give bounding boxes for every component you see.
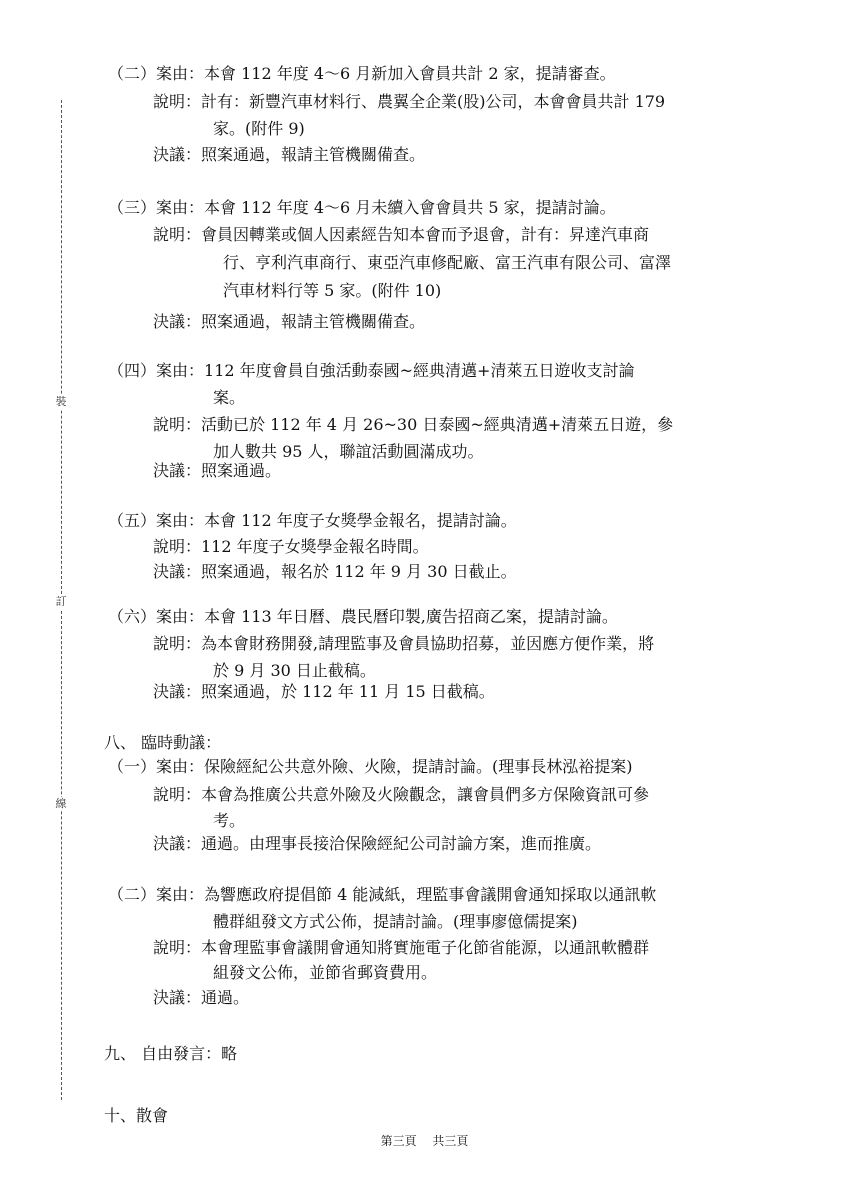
motion-desc-line: 說明：為本會財務開發,請理監事及會員協助招募，並因應方便作業，將: [153, 634, 655, 653]
motion-reason-line: （二）案由：本會 112 年度 4～6 月新加入會員共計 2 家，提請審查。: [108, 64, 616, 83]
motion-reason-line: 案。: [213, 388, 246, 407]
motion-reason-line: （六）案由：本會 113 年日曆、農民曆印製,廣告招商乙案，提請討論。: [108, 607, 618, 626]
motion-reason-line: （四）案由：112 年度會員自強活動泰國~經典清邁+清萊五日遊收支討論: [108, 361, 635, 380]
motion-desc-line: 說明：本會理監事會議開會通知將實施電子化節省能源，以通訊軟體群: [153, 938, 650, 957]
binding-mark: 線: [55, 797, 67, 810]
page-footer: [0, 1133, 849, 1149]
motion-desc-line: 考。: [213, 811, 246, 830]
motion-desc-line: 說明：112 年度子女獎學金報名時間。: [153, 537, 429, 556]
page-total: 共三頁: [432, 1134, 469, 1148]
motion-resolution: 決議：通過。由理事長接洽保險經紀公司討論方案，進而推廣。: [153, 834, 602, 853]
motion-desc-line: 加人數共 95 人，聯誼活動圓滿成功。: [213, 442, 484, 461]
motion-desc-line: 說明：會員因轉業或個人因素經告知本會而予退會，計有：昇達汽車商: [153, 225, 650, 244]
motion-resolution: 決議：照案通過，報請主管機關備查。: [153, 145, 426, 164]
motion-desc-line: 組發文公佈，並節省郵資費用。: [213, 963, 438, 982]
section-heading: 八、 臨時動議：: [104, 733, 222, 752]
page-number: 第三頁: [380, 1134, 417, 1148]
motion-desc-line: 說明：計有：新豐汽車材料行、農翼全企業(股)公司，本會會員共計 179: [153, 92, 666, 111]
binding-mark: 訂: [55, 595, 67, 608]
motion-resolution: 決議：通過。: [153, 988, 250, 1007]
motion-desc-line: 說明：活動已於 112 年 4 月 26~30 日泰國~經典清邁+清萊五日遊，參: [153, 415, 674, 434]
motion-desc-line: 行、亨利汽車商行、東亞汽車修配廠、富王汽車有限公司、富澤: [223, 253, 672, 272]
section-heading: 十、散會: [104, 1106, 169, 1125]
motion-reason-line: （二）案由：為響應政府提倡節 4 能減紙，理監事會議開會通知採取以通訊軟: [108, 885, 657, 904]
motion-reason-line: 體群組發文方式公佈，提請討論。(理事廖億儒提案): [213, 912, 578, 931]
motion-reason-line: （三）案由：本會 112 年度 4～6 月未續入會會員共 5 家，提請討論。: [108, 198, 616, 217]
motion-resolution: 決議：照案通過，報請主管機關備查。: [153, 312, 426, 331]
motion-resolution: 決議：照案通過，報名於 112 年 9 月 30 日截止。: [153, 562, 517, 581]
motion-resolution: 決議：照案通過，於 112 年 11 月 15 日截稿。: [153, 682, 495, 701]
section-heading: 九、 自由發言：略: [104, 1044, 238, 1063]
motion-desc-line: 汽車材料行等 5 家。(附件 10): [223, 281, 442, 300]
binding-mark: 裝: [55, 395, 67, 408]
motion-reason-line: （五）案由：本會 112 年度子女獎學金報名，提請討論。: [108, 511, 517, 530]
motion-desc-line: 家。(附件 9): [213, 119, 305, 138]
motion-desc-line: 說明：本會為推廣公共意外險及火險觀念，讓會員們多方保險資訊可參: [153, 785, 650, 804]
motion-reason-line: （一）案由：保險經紀公共意外險、火險，提請討論。(理事長林泓裕提案): [108, 757, 633, 776]
motion-desc-line: 於 9 月 30 日止截稿。: [213, 661, 376, 680]
motion-resolution: 決議：照案通過。: [153, 461, 282, 480]
